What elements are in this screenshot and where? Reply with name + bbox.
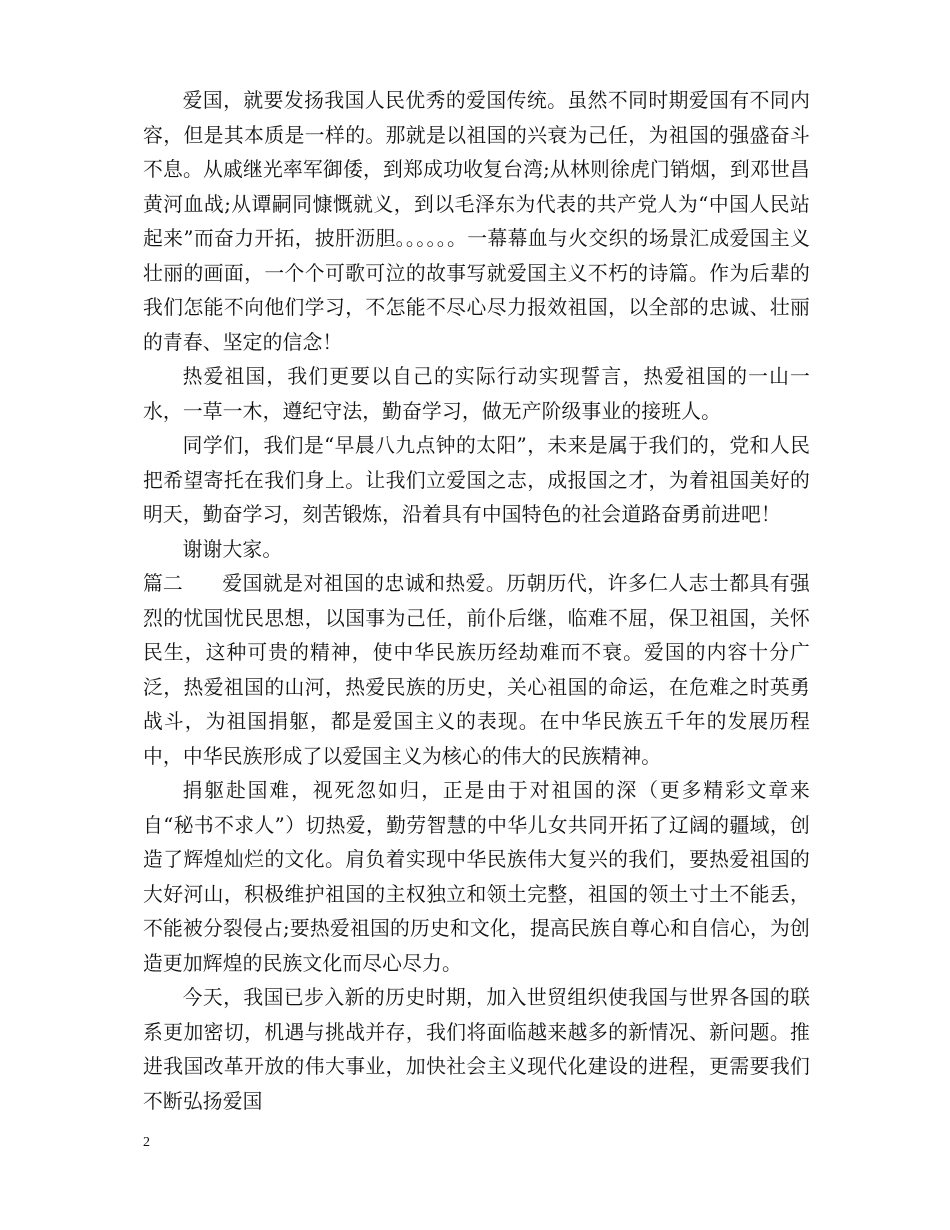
paragraph-thanks: 谢谢大家。 [182, 537, 283, 561]
section-two-first-paragraph [143, 567, 810, 774]
page-number: 2 [143, 1135, 150, 1150]
paragraph-sacrifice: 捐躯赴国难，视死忽如归，正是由于对祖国的深（更多精彩文章来自“秘书不求人”）切热爱，勤劳智慧的中华儿女共同开拓了辽阔的疆域，创造了辉煌灿烂的文化。肩负着实现中华民族伟大复兴的我们，要热爱祖国的大好河山，积极维护祖国的主权独立和领土完整，祖国的领土寸土不能丢，不能被分裂侵占;要热爱祖国的历史和文化，提高民族自尊心和自信心，为创造更加辉煌的民族文化而尽心尽力。 [143, 779, 810, 975]
paragraph-love-motherland: 热爱祖国，我们更要以自己的实际行动实现誓言，热爱祖国的一山一水，一草一木，遵纪守法，勤奋学习，做无产阶级事业的接班人。 [143, 365, 810, 423]
paragraph-new-era: 今天，我国已步入新的历史时期，加入世贸组织使我国与世界各国的联系更加密切，机遇与挑战并存，我们将面临越来越多的新情况、新问题。推进我国改革开放的伟大事业，加快社会主义现代化建设的进程，更需要我们不断弘扬爱国 [143, 986, 810, 1113]
document-body [143, 84, 810, 1119]
paragraph-classmates: 同学们，我们是“早晨八九点钟的太阳”，未来是属于我们的，党和人民把希望寄托在我们身上。让我们立爱国之志，成报国之才，为着祖国美好的明天，勤奋学习，刻苦锻炼，沿着具有中国特色的社会道路奋勇前进吧！ [143, 434, 810, 526]
section-label: 篇二 [143, 572, 183, 595]
section-two-first-paragraph-text: 爱国就是对祖国的忠诚和热爱。历朝历代，许多仁人志士都具有强烈的忧国忧民思想，以国事为己任，前仆后继，临难不屈，保卫祖国，关怀民生，这种可贵的精神，使中华民族历经劫难而不衰。爱国的内容十分广泛，热爱祖国的山河，热爱民族的历史，关心祖国的命运，在危难之时英勇战斗，为祖国捐躯，都是爱国主义的表现。在中华民族五千年的发展历程中，中华民族形成了以爱国主义为核心的伟大的民族精神。 [143, 572, 810, 768]
paragraph-patriotic-tradition: 爱国，就要发扬我国人民优秀的爱国传统。虽然不同时期爱国有不同内容，但是其本质是一样的。那就是以祖国的兴衰为己任，为祖国的强盛奋斗不息。从戚继光率军御倭，到郑成功收复台湾;从林则徐虎门销烟，到邓世昌黄河血战;从谭嗣同慷慨就义，到以毛泽东为代表的共产党人为“中国人民站起来”而奋力开拓，披肝沥胆。。。。。。一幕幕血与火交织的场景汇成爱国主义壮丽的画面，一个个可歌可泣的故事写就爱国主义不朽的诗篇。作为后辈的我们怎能不向他们学习，不怎能不尽心尽力报效祖国，以全部的忠诚、壮丽的青春、坚定的信念！ [143, 89, 810, 354]
